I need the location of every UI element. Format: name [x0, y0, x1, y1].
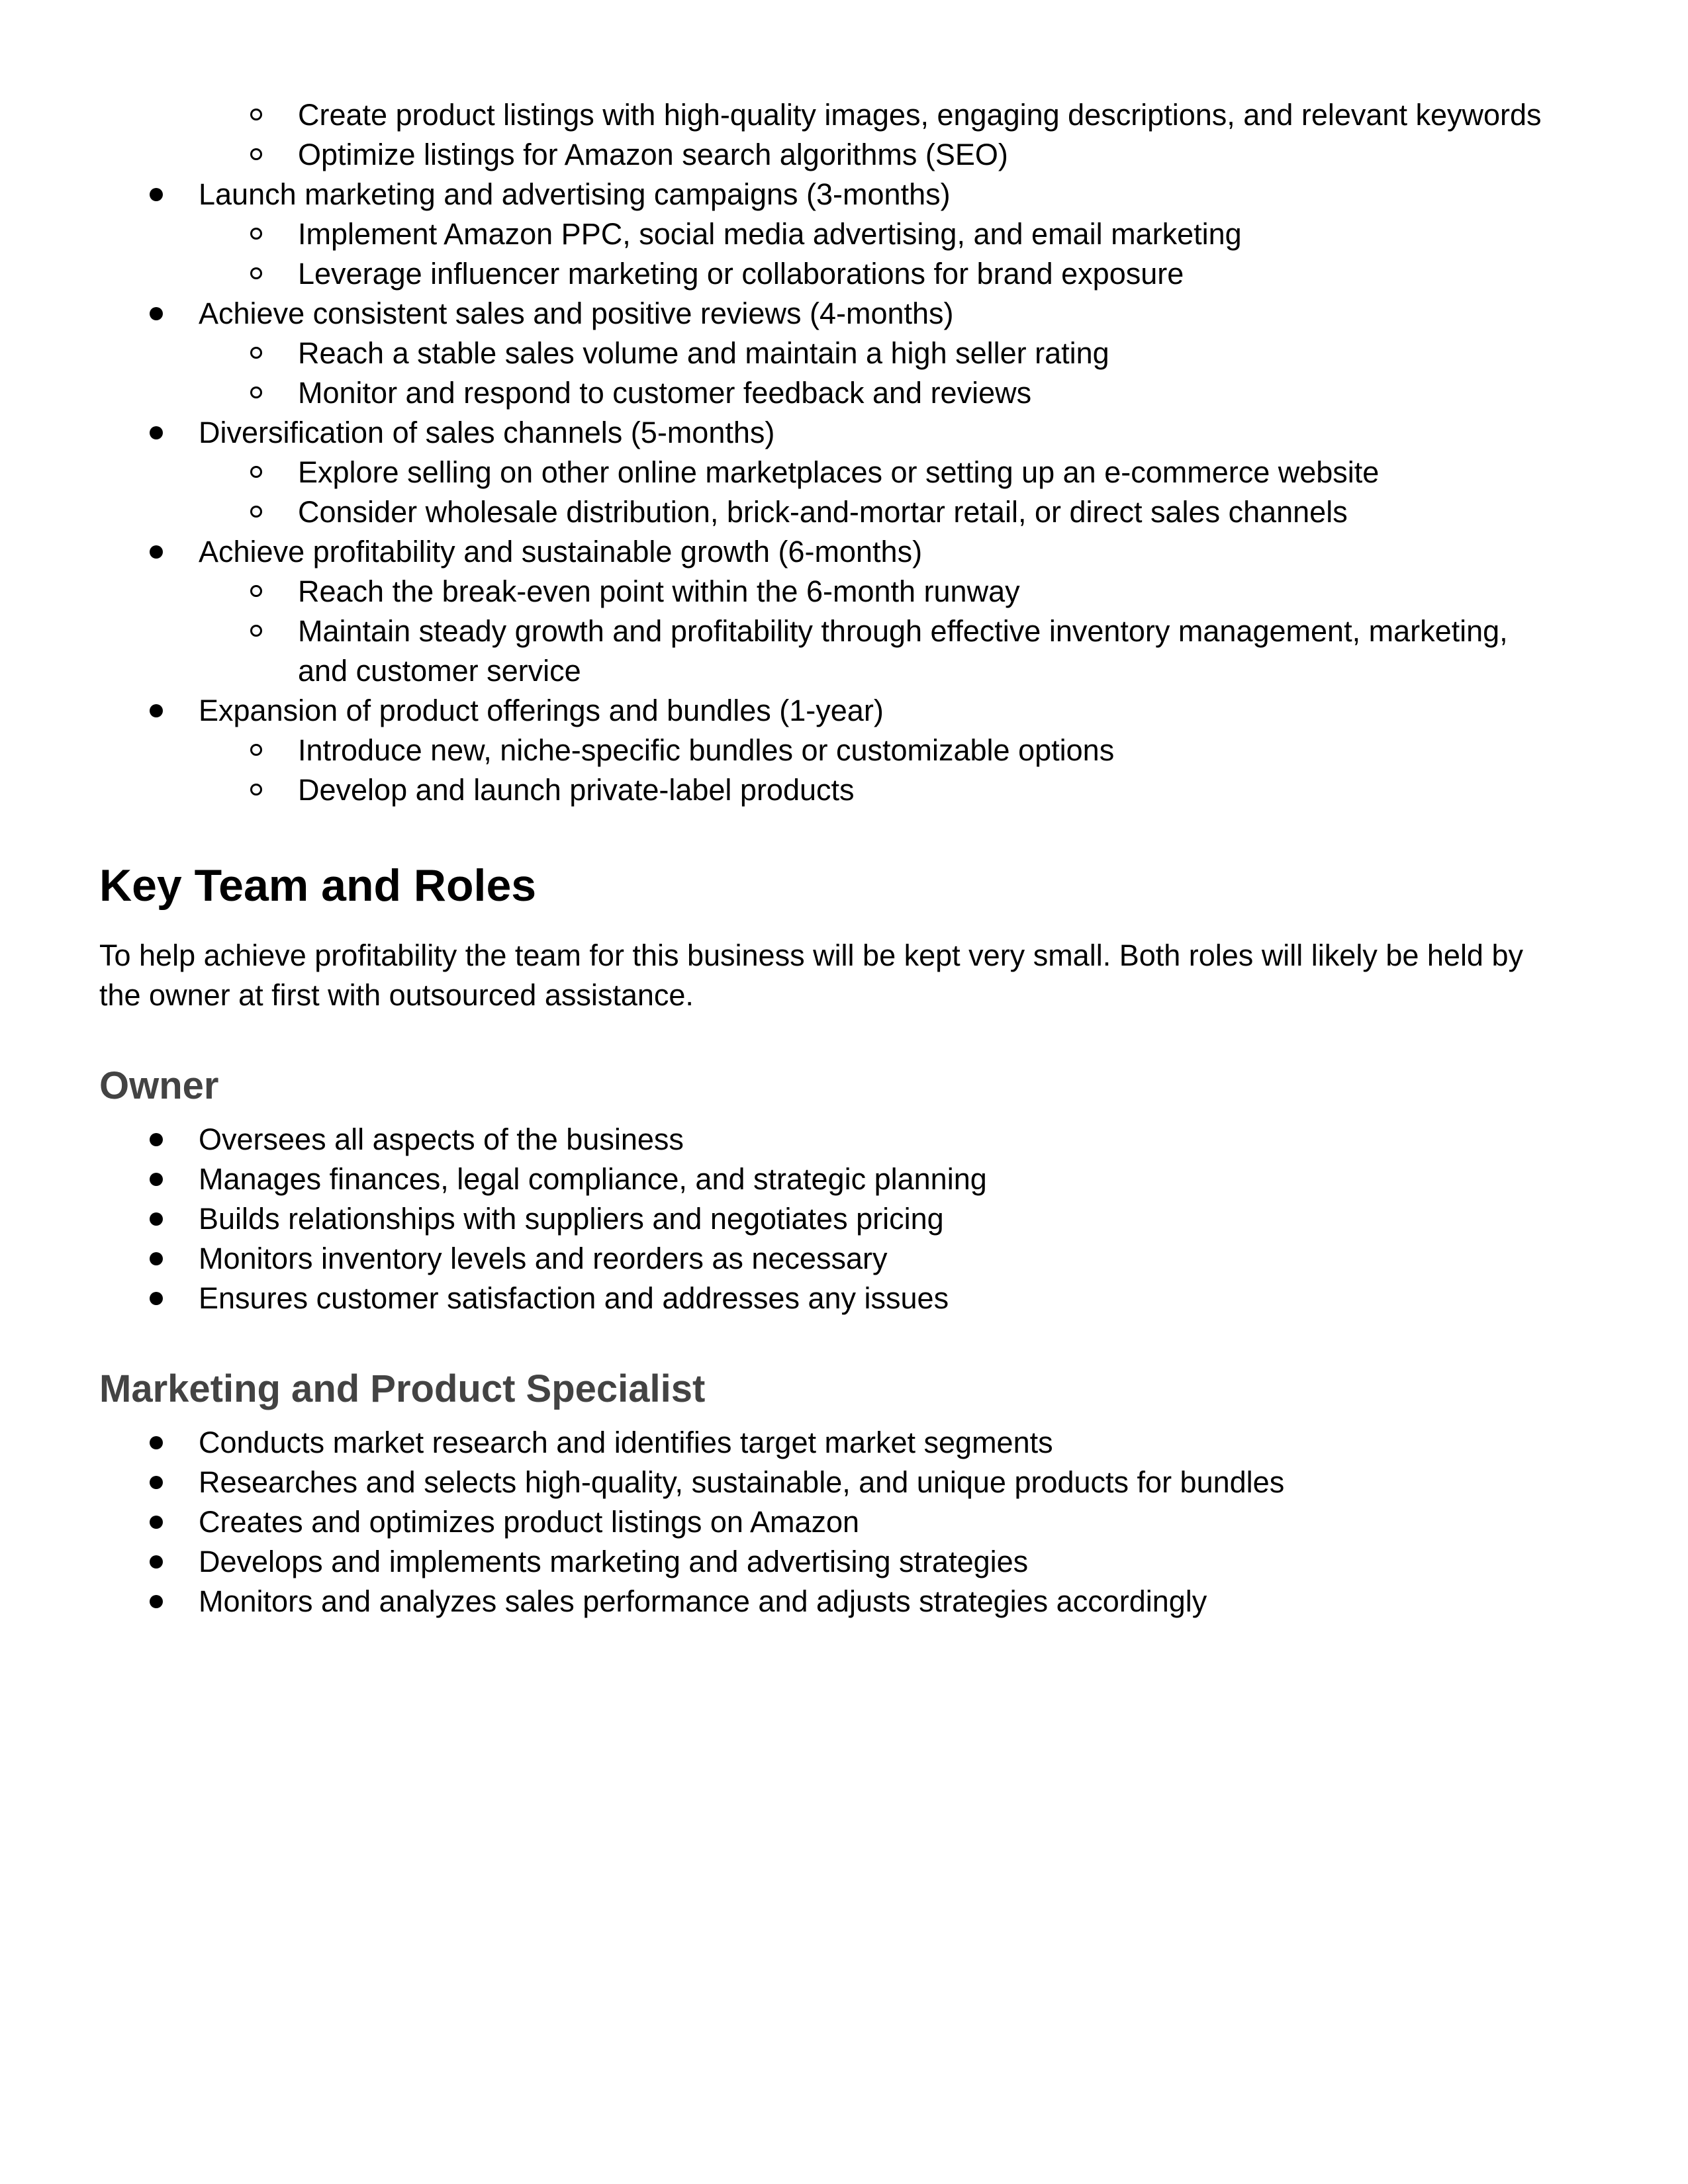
bullet-icon: [150, 1555, 163, 1569]
paragraph-line: the owner at first with outsourced assistance.: [99, 978, 694, 1012]
bullet-icon: [150, 1595, 163, 1608]
hollow-bullet-icon: [250, 109, 262, 120]
hollow-bullet-icon: [250, 784, 262, 796]
list-item: Reach the break-even point within the 6-month runway: [298, 574, 1020, 608]
bullet-icon: [150, 1476, 163, 1489]
bullet-icon: [150, 1133, 163, 1146]
bullet-icon: [150, 1212, 163, 1226]
bullet-icon: [150, 1292, 163, 1305]
bullet-icon: [150, 704, 163, 717]
bullet-icon: [150, 1436, 163, 1449]
hollow-bullet-icon: [250, 585, 262, 597]
list-item: Monitors inventory levels and reorders as necessary: [199, 1242, 888, 1275]
hollow-bullet-icon: [250, 228, 262, 240]
hollow-bullet-icon: [250, 466, 262, 478]
list-item: Monitor and respond to customer feedback and reviews: [298, 376, 1032, 410]
list-item: Create product listings with high-quality images, engaging descriptions, and relevant keywords: [298, 98, 1542, 132]
section-heading: Key Team and Roles: [99, 860, 537, 911]
hollow-bullet-icon: [250, 267, 262, 279]
subsection-heading: Marketing and Product Specialist: [99, 1367, 706, 1410]
list-item: Achieve consistent sales and positive reviews (4-months): [199, 296, 954, 330]
list-item: Monitors and analyzes sales performance and adjusts strategies accordingly: [199, 1584, 1207, 1618]
hollow-bullet-icon: [250, 347, 262, 359]
bullet-icon: [150, 426, 163, 439]
list-item: Launch marketing and advertising campaigns (3-months): [199, 177, 951, 211]
list-item: Diversification of sales channels (5-months): [199, 416, 775, 449]
list-item: Manages finances, legal compliance, and strategic planning: [199, 1162, 987, 1196]
list-item: Optimize listings for Amazon search algorithms (SEO): [298, 138, 1008, 171]
list-item: Leverage influencer marketing or collaborations for brand exposure: [298, 257, 1184, 291]
bullet-icon: [150, 545, 163, 559]
list-item: Explore selling on other online marketplaces or setting up an e-commerce website: [298, 455, 1380, 489]
list-item: Consider wholesale distribution, brick-and-mortar retail, or direct sales channels: [298, 495, 1348, 529]
list-item: Conducts market research and identifies target market segments: [199, 1426, 1053, 1459]
bullet-icon: [150, 1516, 163, 1529]
list-item: Oversees all aspects of the business: [199, 1122, 684, 1156]
paragraph-line: To help achieve profitability the team for this business will be kept very small. Both roles will likely be held by: [99, 938, 1523, 972]
hollow-bullet-icon: [250, 387, 262, 398]
bullet-icon: [150, 1173, 163, 1186]
hollow-bullet-icon: [250, 744, 262, 756]
list-item: Expansion of product offerings and bundles (1-year): [199, 694, 884, 727]
list-item: Ensures customer satisfaction and addresses any issues: [199, 1281, 949, 1315]
list-item: Researches and selects high-quality, sustainable, and unique products for bundles: [199, 1465, 1285, 1499]
bullet-icon: [150, 1252, 163, 1265]
hollow-bullet-icon: [250, 506, 262, 518]
hollow-bullet-icon: [250, 148, 262, 160]
list-item: Develops and implements marketing and advertising strategies: [199, 1545, 1029, 1578]
list-item-continuation: and customer service: [298, 654, 581, 688]
list-item: Maintain steady growth and profitability through effective inventory management, marketing,: [298, 614, 1508, 648]
list-item: Builds relationships with suppliers and negotiates pricing: [199, 1202, 944, 1236]
bullet-icon: [150, 188, 163, 201]
list-item: Creates and optimizes product listings on Amazon: [199, 1505, 860, 1539]
hollow-bullet-icon: [250, 625, 262, 637]
list-item: Achieve profitability and sustainable growth (6-months): [199, 535, 923, 569]
list-item: Introduce new, niche-specific bundles or customizable options: [298, 733, 1115, 767]
subsection-heading: Owner: [99, 1064, 219, 1107]
list-item: Develop and launch private-label products: [298, 773, 855, 807]
list-item: Implement Amazon PPC, social media advertising, and email marketing: [298, 217, 1242, 251]
list-item: Reach a stable sales volume and maintain a high seller rating: [298, 336, 1109, 370]
bullet-icon: [150, 307, 163, 320]
